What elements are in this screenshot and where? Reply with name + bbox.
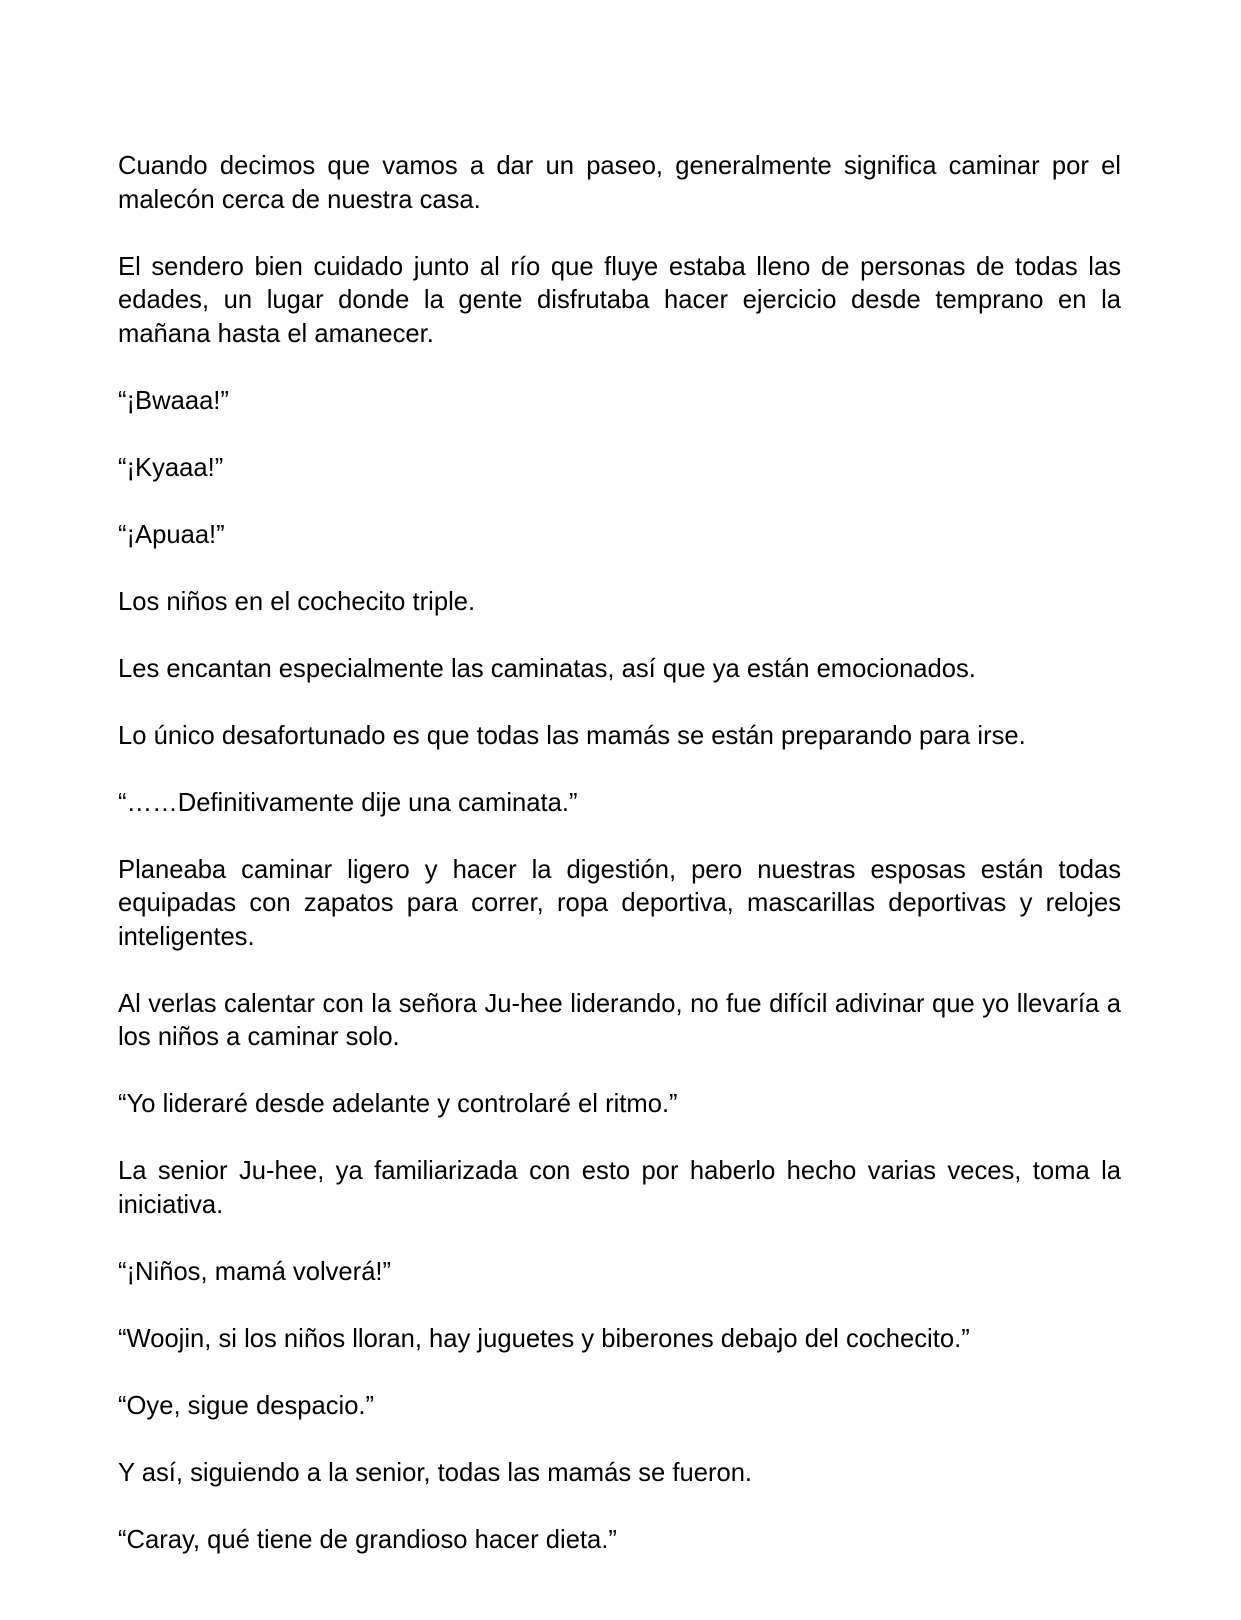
- dialogue-line: “¡Niños, mamá volverá!”: [118, 1257, 392, 1286]
- paragraph: Y así, siguiendo a la senior, todas las mamás se fueron.: [118, 1458, 753, 1487]
- paragraph: Les encantan especialmente las caminatas, así que ya están emocionados.: [118, 654, 976, 683]
- dialogue-line: “Caray, qué tiene de grandioso hacer dieta.”: [118, 1525, 617, 1554]
- dialogue-line: “¡Kyaaa!”: [118, 453, 224, 482]
- paragraph: La senior Ju-hee, ya familiarizada con esto por haberlo hecho varias veces, toma la iniciativa.: [118, 1157, 1121, 1219]
- paragraph: Los niños en el cochecito triple.: [118, 587, 476, 616]
- dialogue-line: “¡Apuaa!”: [118, 520, 225, 549]
- dialogue-line: “……Definitivamente dije una caminata.”: [118, 788, 578, 817]
- dialogue-line: “Yo lideraré desde adelante y controlaré el ritmo.”: [118, 1090, 678, 1118]
- paragraph: Cuando decimos que vamos a dar un paseo, generalmente significa caminar por el malecón cerca de nuestra casa.: [118, 152, 1121, 214]
- document-body: [118, 150, 1121, 1591]
- paragraph: El sendero bien cuidado junto al río que fluye estaba lleno de personas de todas las edades, un lugar donde la gente disfrutaba hacer ejercicio desde temprano en la mañana hasta el amanecer.: [118, 252, 1121, 348]
- paragraph: Planeaba caminar ligero y hacer la digestión, pero nuestras esposas están todas equipadas con zapatos para correr, ropa deportiva, mascarillas deportivas y relojes inteligentes.: [118, 855, 1121, 951]
- dialogue-line: “Oye, sigue despacio.”: [118, 1391, 375, 1420]
- paragraph: Al verlas calentar con la señora Ju-hee liderando, no fue difícil adivinar que yo llevaría a los niños a caminar solo.: [118, 989, 1121, 1051]
- dialogue-line: “Woojin, si los niños lloran, hay juguetes y biberones debajo del cochecito.”: [118, 1324, 970, 1353]
- paragraph: Lo único desafortunado es que todas las mamás se están preparando para irse.: [118, 721, 1026, 750]
- dialogue-line: “¡Bwaaa!”: [118, 386, 229, 415]
